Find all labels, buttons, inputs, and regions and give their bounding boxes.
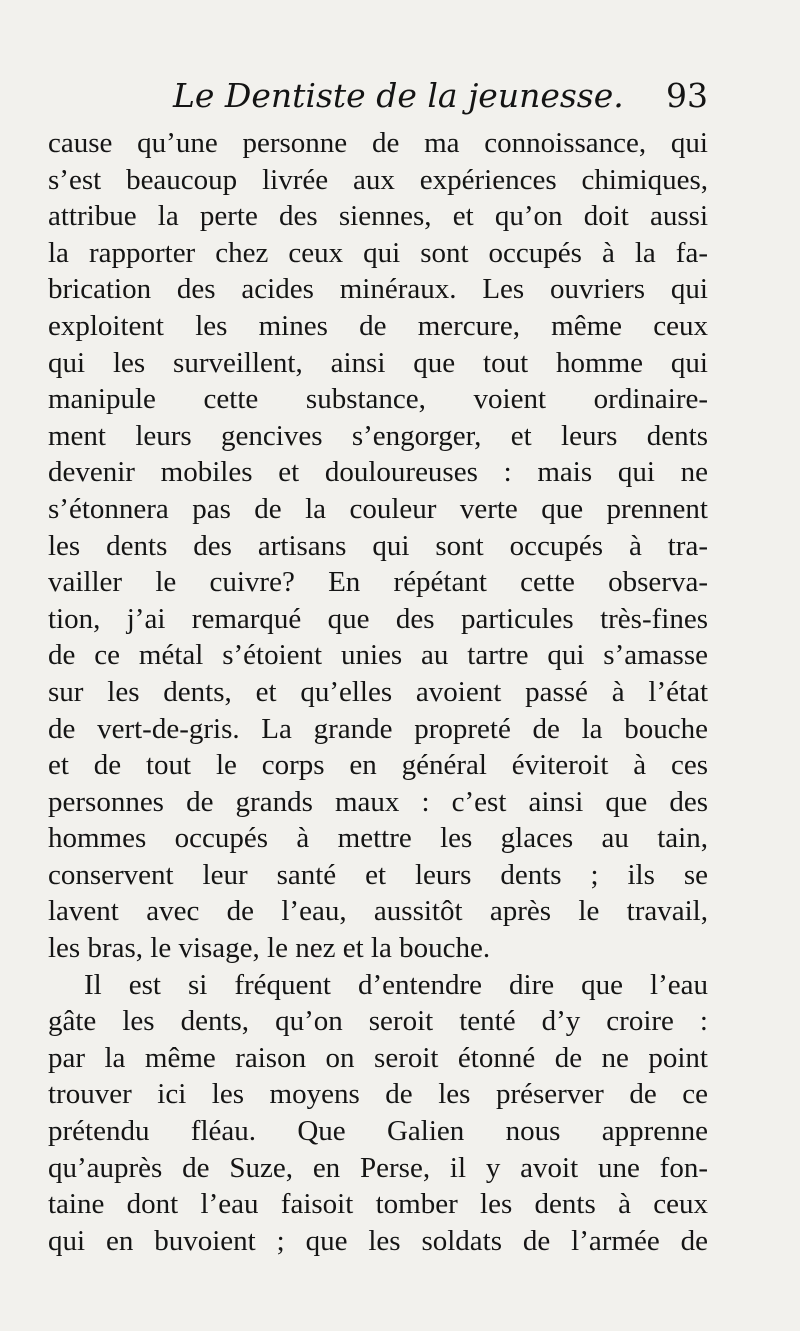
text-line: devenir mobiles et douloureuses : mais qui ne (48, 456, 708, 489)
text-line: qui les surveillent, ainsi que tout homme qui (48, 346, 708, 379)
text-line: gâte les dents, qu’on seroit tenté d’y croire : (48, 1005, 708, 1038)
page-number: 93 (666, 76, 708, 115)
running-title: Le Dentiste de la jeunesse. (173, 76, 624, 115)
text-line: de vert-de-gris. La grande propreté de la bouche (48, 712, 708, 745)
text-line: vailler le cuivre? En répétant cette observa- (48, 566, 708, 599)
text-line: taine dont l’eau faisoit tomber les dents à ceux (48, 1188, 708, 1221)
text-line: lavent avec de l’eau, aussitôt après le travail, (48, 895, 708, 928)
paragraph-end-line: les bras, le visage, le nez et la bouche. (48, 932, 491, 965)
text-line: tion, j’ai remarqué que des particules très-fines (48, 602, 708, 635)
text-line: manipule cette substance, voient ordinaire- (48, 383, 708, 416)
text-line: cause qu’une personne de ma connoissance, qui (48, 127, 708, 159)
text-line: sur les dents, et qu’elles avoient passé à l’état (48, 675, 708, 708)
text-line: les dents des artisans qui sont occupés à tra- (48, 529, 708, 562)
text-line: attribue la perte des siennes, et qu’on doit aussi (48, 200, 708, 233)
text-line: par la même raison on seroit étonné de ne point (48, 1041, 708, 1074)
text-line: exploitent les mines de mercure, même ceux (48, 309, 708, 342)
paragraph-start-line: Il est si fréquent d’entendre dire que l’eau (84, 968, 708, 1001)
text-line: trouver ici les moyens de les préserver de ce (48, 1078, 708, 1111)
text-line: qu’auprès de Suze, en Perse, il y avoit une fon- (48, 1151, 708, 1184)
body-text (48, 125, 708, 1259)
text-line: s’est beaucoup livrée aux expériences chimiques, (48, 163, 708, 196)
text-line: de ce métal s’étoient unies au tartre qui s’amasse (48, 639, 708, 672)
text-line: et de tout le corps en général éviteroit à ces (48, 749, 708, 782)
text-line: s’étonnera pas de la couleur verte que prennent (48, 492, 708, 525)
text-line: ment leurs gencives s’engorger, et leurs dents (48, 419, 708, 452)
text-line: hommes occupés à mettre les glaces au tain, (48, 822, 708, 855)
text-line: qui en buvoient ; que les soldats de l’armée de (48, 1224, 708, 1257)
text-line: brication des acides minéraux. Les ouvriers qui (48, 273, 708, 306)
text-line: la rapporter chez ceux qui sont occupés à la fa- (48, 236, 708, 269)
page-header (48, 76, 708, 126)
text-line: conservent leur santé et leurs dents ; ils se (48, 858, 708, 891)
text-line: personnes de grands maux : c’est ainsi que des (48, 785, 708, 818)
text-line: prétendu fléau. Que Galien nous apprenne (48, 1115, 708, 1148)
